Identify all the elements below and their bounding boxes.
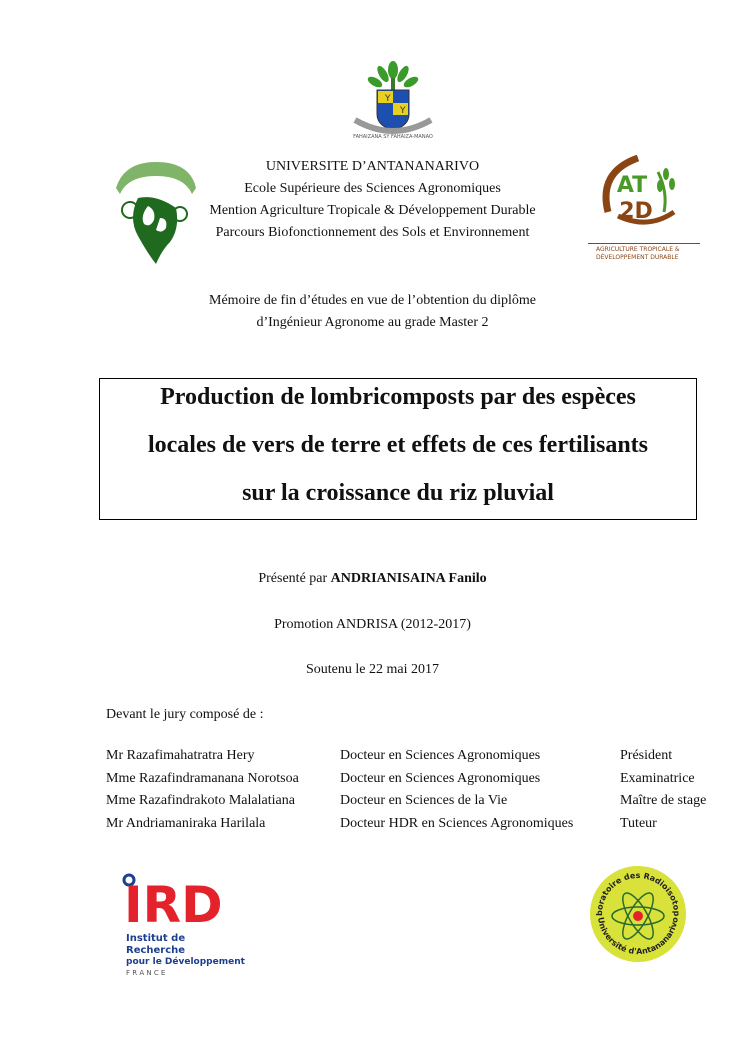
at2d-caption-1: AGRICULTURE TROPICALE & [596,246,680,253]
ird-line-2: pour le Développement [126,957,245,967]
institution-header [0,156,745,244]
jury-row [106,748,726,770]
university-name: UNIVERSITE D’ANTANANARIVO [265,159,480,174]
jury-title: Docteur en Sciences Agronomiques [340,771,541,786]
ird-letters: IRD [124,876,223,928]
jury-title: Docteur en Sciences Agronomiques [340,748,541,763]
jury-name: Mr Andriamaniraka Harilala [106,816,266,831]
jury-title: Docteur en Sciences de la Vie [340,793,508,808]
jury-role: Maître de stage [620,793,707,808]
at2d-caption-2: DÉVELOPPEMENT DURABLE [596,254,679,261]
parcours-name: Parcours Biofonctionnement des Sols et Environnement [215,225,530,240]
jury-row [106,816,726,838]
labo-top-text: boratoire des Radioisotop [594,870,682,917]
labo-radioisotopes-logo [588,864,688,964]
jury-role: Président [620,748,673,763]
title-line-1: Production de lombricomposts par des espèces [160,384,636,410]
thesis-title-box [99,378,697,520]
memoire-line-1: Mémoire de fin d’études en vue de l’obtention du diplôme [209,293,536,308]
at2d-label: AT [616,173,648,198]
jury-name: Mr Razafimahatratra Hery [106,748,255,763]
ird-line-1: Institut de Recherche [126,933,186,956]
mention-name: Mention Agriculture Tropicale & Développement Durable [209,203,536,218]
svg-text:Y: Y [385,94,391,104]
presented-by [0,568,745,590]
promotion: Promotion ANDRISA (2012-2017) [274,617,471,632]
title-line-3: sur la croissance du riz pluvial [242,480,554,506]
ird-logo [120,870,245,977]
crest-motto: FAHAIZANA SY FAHAIZA-MANAO [353,134,433,140]
jury-title: Docteur HDR en Sciences Agronomiques [340,816,574,831]
jury-name: Mme Razafindramanana Norotsoa [106,771,299,786]
svg-text:Y: Y [400,106,406,116]
ird-line-3: F R A N C E [126,969,166,977]
labo-bottom-text: Université d'Antananarivo [596,916,680,957]
jury-row [106,771,726,793]
memoire-line-2: d’Ingénieur Agronome au grade Master 2 [256,315,489,330]
jury-name: Mme Razafindrakoto Malalatiana [106,793,295,808]
jury-row [106,793,726,815]
author-name: ANDRIANISAINA Fanilo [330,571,487,586]
memoire-description [0,290,745,334]
university-crest-logo [345,58,441,148]
title-line-2: locales de vers de terre et effets de ces fertilisants [147,432,648,458]
school-name: Ecole Supérieure des Sciences Agronomiques [244,181,501,196]
defense-date: Soutenu le 22 mai 2017 [306,662,439,677]
presented-prefix: Présenté par [258,571,331,586]
at2d-number: 2D [619,199,653,224]
jury-role: Examinatrice [620,771,695,786]
jury-intro: Devant le jury composé de : [106,707,264,722]
jury-role: Tuteur [620,816,657,831]
